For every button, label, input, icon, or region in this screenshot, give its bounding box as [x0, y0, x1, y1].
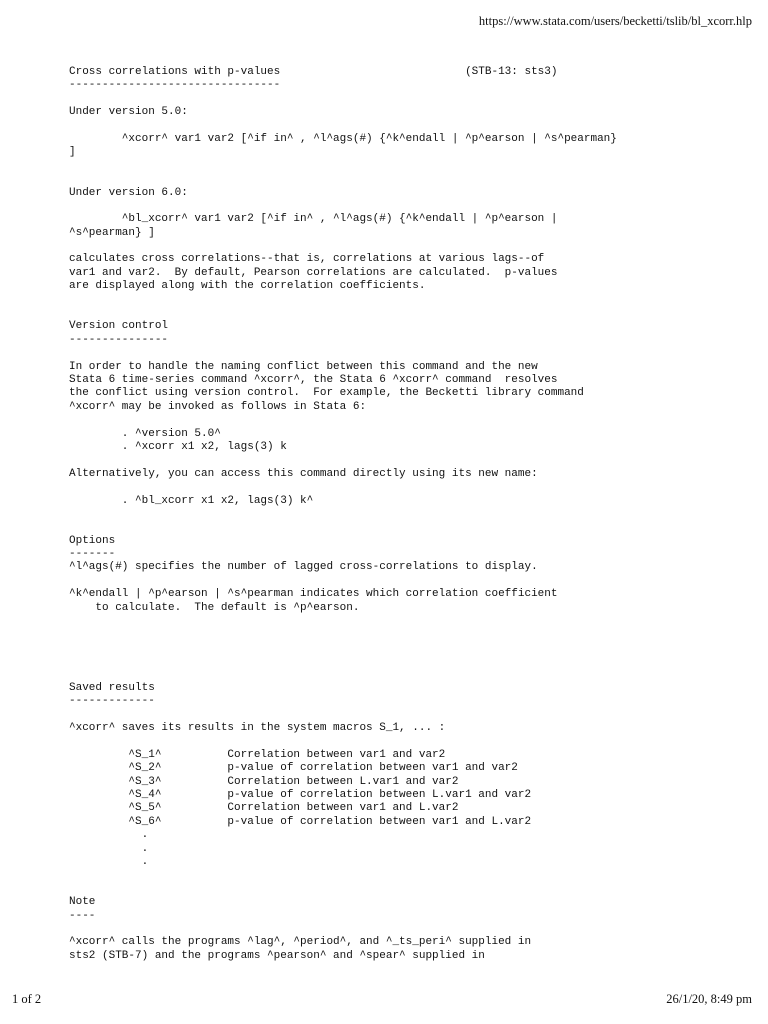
doc-line: [69, 709, 759, 722]
doc-line: ^xcorr^ calls the programs ^lag^, ^period^, and ^_ts_peri^ supplied in: [69, 936, 532, 949]
doc-line: ^S_6^ p-value of correlation between var1 and L.var2: [69, 815, 532, 828]
page-number: 1 of 2: [12, 992, 42, 1006]
doc-line: . ^version 5.0^: [69, 427, 221, 440]
doc-line: ^S_3^ Correlation between L.var1 and var2: [69, 775, 459, 788]
doc-line: [69, 669, 759, 682]
doc-line: ^s^pearman} ]: [69, 226, 155, 239]
doc-line: ^l^ags(#) specifies the number of lagged cross-correlations to display.: [69, 561, 538, 574]
doc-line: [69, 200, 759, 213]
doc-line: [69, 869, 759, 882]
doc-line: --------------------------------: [69, 79, 281, 92]
doc-line: Saved results: [69, 681, 155, 694]
doc-line: ^bl_xcorr^ var1 var2 [^if in^ , ^l^ags(#) {^k^endall | ^p^earson |: [69, 213, 558, 226]
doc-line: Note: [69, 896, 96, 909]
doc-line: [69, 120, 759, 133]
doc-line: [69, 160, 759, 173]
doc-line: .: [69, 856, 149, 869]
doc-line: [69, 615, 759, 628]
doc-line: . ^xcorr x1 x2, lags(3) k: [69, 440, 287, 453]
doc-line: ^S_1^ Correlation between var1 and var2: [69, 748, 446, 761]
doc-line: [69, 307, 759, 320]
doc-line: [69, 642, 759, 655]
doc-line: sts2 (STB-7) and the programs ^pearson^ and ^spear^ supplied in: [69, 949, 485, 962]
doc-line: -------------: [69, 695, 155, 708]
doc-line: ]: [69, 146, 76, 159]
doc-line: are displayed along with the correlation coefficients.: [69, 280, 426, 293]
doc-line: the conflict using version control. For example, the Becketti library command: [69, 387, 584, 400]
doc-line: Options: [69, 534, 116, 547]
doc-line: [69, 93, 759, 106]
doc-line: Stata 6 time-series command ^xcorr^, the Stata 6 ^xcorr^ command resolves: [69, 373, 558, 386]
doc-line: Under version 5.0:: [69, 106, 188, 119]
doc-line: [69, 575, 759, 588]
doc-line: Version control: [69, 320, 169, 333]
doc-line: ^xcorr^ may be invoked as follows in Stata 6:: [69, 400, 367, 413]
doc-line: to calculate. The default is ^p^earson.: [69, 601, 360, 614]
doc-line: In order to handle the naming conflict between this command and the new: [69, 360, 538, 373]
doc-line: .: [69, 829, 149, 842]
doc-line: ^xcorr^ saves its results in the system macros S_1, ... :: [69, 722, 446, 735]
doc-line: [69, 294, 759, 307]
doc-line: Cross correlations with p-values (STB-13: sts3): [69, 66, 558, 78]
doc-line: ^xcorr^ var1 var2 [^if in^ , ^l^ags(#) {^k^endall | ^p^earson | ^s^pearman}: [69, 132, 617, 145]
doc-line: ^k^endall | ^p^earson | ^s^pearman indicates which correlation coefficient: [69, 588, 558, 601]
doc-line: ----: [69, 909, 96, 922]
doc-line: var1 and var2. By default, Pearson correlations are calculated. p-values: [69, 266, 558, 279]
doc-line: ^S_2^ p-value of correlation between var1 and var2: [69, 762, 518, 775]
doc-line: [69, 628, 759, 641]
doc-line: [69, 883, 759, 896]
doc-line: [69, 414, 759, 427]
doc-line: [69, 521, 759, 534]
doc-line: [69, 454, 759, 467]
page-url: https://www.stata.com/users/becketti/tslib/bl_xcorr.hlp: [478, 14, 752, 28]
doc-line: [69, 173, 759, 186]
doc-line: [69, 736, 759, 749]
doc-line: Alternatively, you can access this command directly using its new name:: [69, 467, 538, 480]
doc-line: ---------------: [69, 333, 169, 346]
doc-line: [69, 655, 759, 668]
doc-line: [69, 240, 759, 253]
doc-line: .: [69, 842, 149, 855]
doc-line: ^S_4^ p-value of correlation between L.var1 and var2: [69, 789, 532, 802]
doc-line: Under version 6.0:: [69, 186, 188, 199]
doc-line: ^S_5^ Correlation between var1 and L.var2: [69, 802, 459, 815]
help-document: [69, 66, 759, 963]
doc-line: [69, 481, 759, 494]
doc-line: calculates cross correlations--that is, correlations at various lags--of: [69, 253, 545, 266]
print-datetime: 26/1/20, 8:49 pm: [666, 992, 752, 1006]
doc-line: [69, 923, 759, 936]
doc-line: [69, 508, 759, 521]
doc-line: -------: [69, 548, 116, 561]
doc-line: . ^bl_xcorr x1 x2, lags(3) k^: [69, 494, 314, 507]
doc-line: [69, 347, 759, 360]
